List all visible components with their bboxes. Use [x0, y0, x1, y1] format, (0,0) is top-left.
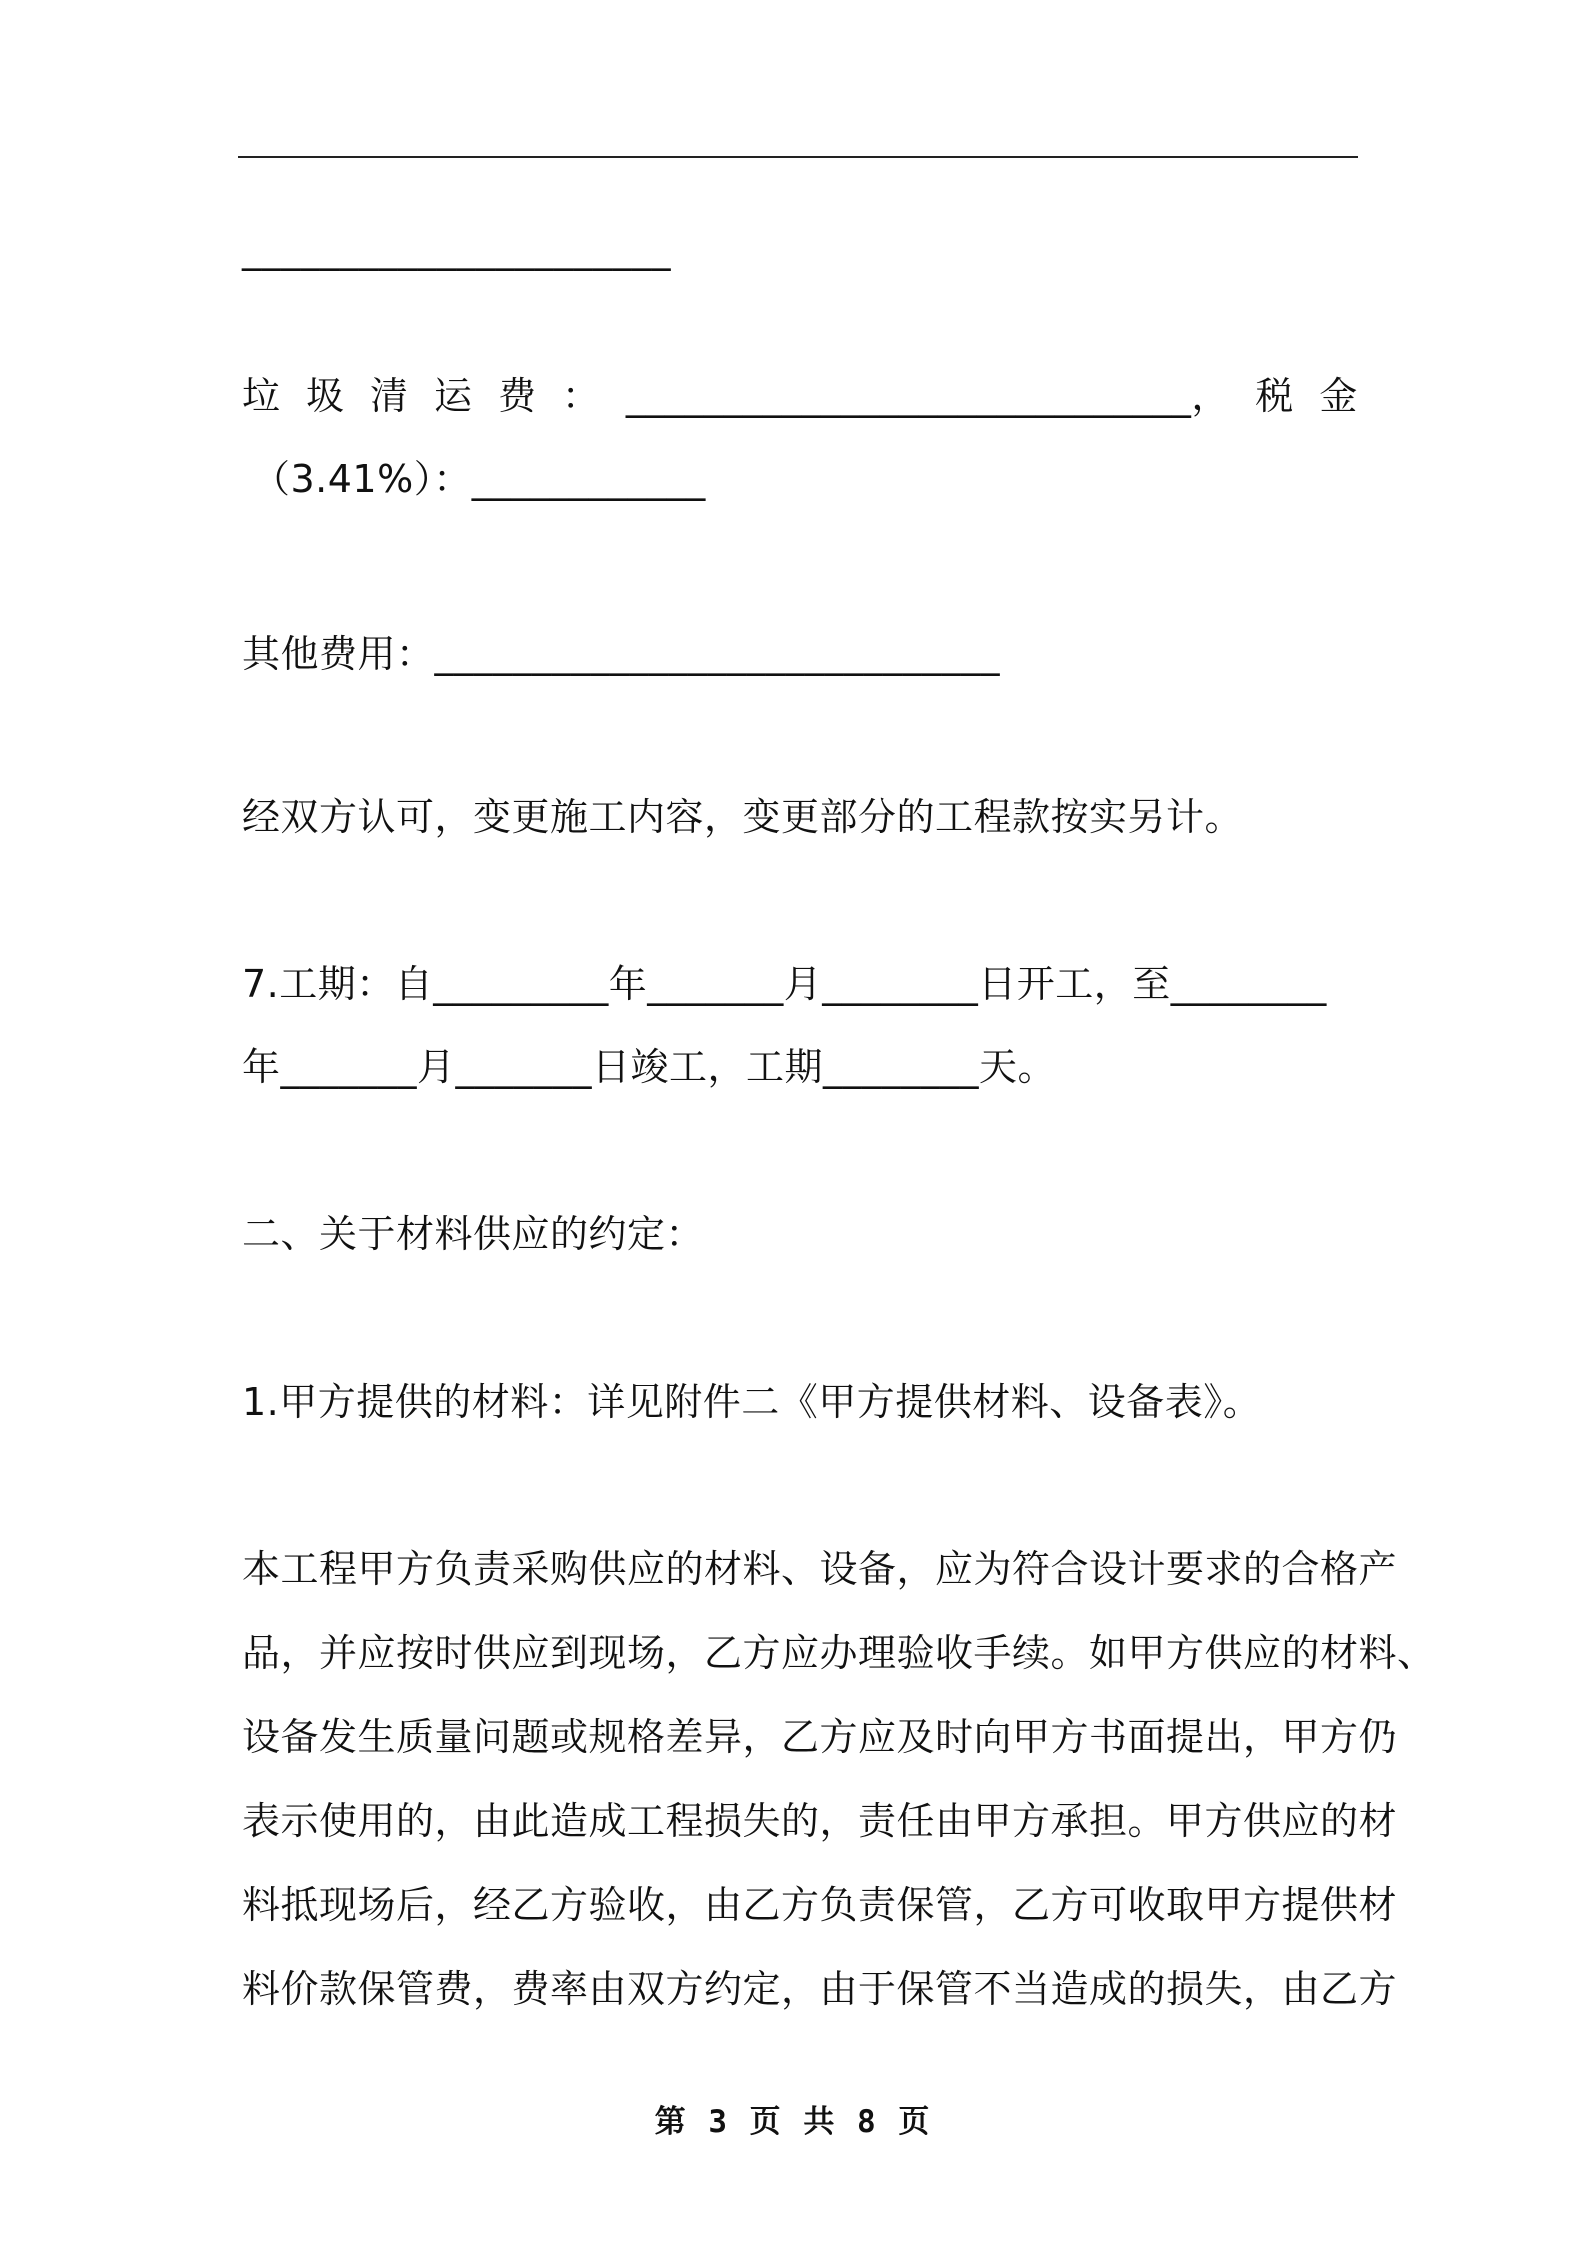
garbage-fee-line: [242, 372, 1358, 420]
paragraph-line: 料抵现场后，经乙方验收，由乙方负责保管，乙方可收取甲方提供材: [242, 1883, 1398, 1927]
continuation-blank-line: ______________________: [242, 227, 671, 271]
top-divider: [238, 156, 1358, 158]
garbage-label-char: 费: [497, 374, 537, 418]
schedule-line-1: 7.工期：自_________年_______月________日开工，至________: [242, 962, 1327, 1006]
section-heading: 二、关于材料供应的约定：: [242, 1212, 705, 1256]
change-clause: 经双方认可，变更施工内容，变更部分的工程款按实另计。: [242, 795, 1244, 839]
other-fees-line: 其他费用：_____________________________: [242, 632, 1001, 676]
schedule-line-2: 年_______月_______日竣工，工期________天。: [242, 1045, 1057, 1089]
paragraph-line: 料价款保管费，费率由双方约定，由于保管不当造成的损失，由乙方: [242, 1967, 1398, 2011]
garbage-label-char: 垃: [242, 374, 281, 418]
material-item-1: 1.甲方提供的材料：详见附件二《甲方提供材料、设备表》。: [242, 1380, 1262, 1424]
tax-label-char: 税: [1255, 374, 1294, 418]
paragraph-line: 设备发生质量问题或规格差异，乙方应及时向甲方书面提出，甲方仍: [242, 1715, 1398, 1759]
paragraph-line: 本工程甲方负责采购供应的材料、设备，应为符合设计要求的合格产: [242, 1547, 1398, 1591]
tax-rate-line: （3.41%）：____________: [252, 457, 706, 501]
page-number-footer: 第 3 页 共 8 页: [654, 2104, 932, 2140]
garbage-label-char: 圾: [305, 374, 345, 418]
garbage-fee-blank: _____________________________，: [625, 374, 1230, 418]
garbage-label-char: 清: [369, 374, 409, 418]
garbage-label-char: 运: [433, 374, 473, 418]
garbage-label-char: ：: [561, 374, 601, 418]
tax-label-char: 金: [1319, 374, 1358, 418]
paragraph-line: 品，并应按时供应到现场，乙方应办理验收手续。如甲方供应的材料、: [242, 1631, 1436, 1675]
paragraph-line: 表示使用的，由此造成工程损失的，责任由甲方承担。甲方供应的材: [242, 1799, 1398, 1843]
